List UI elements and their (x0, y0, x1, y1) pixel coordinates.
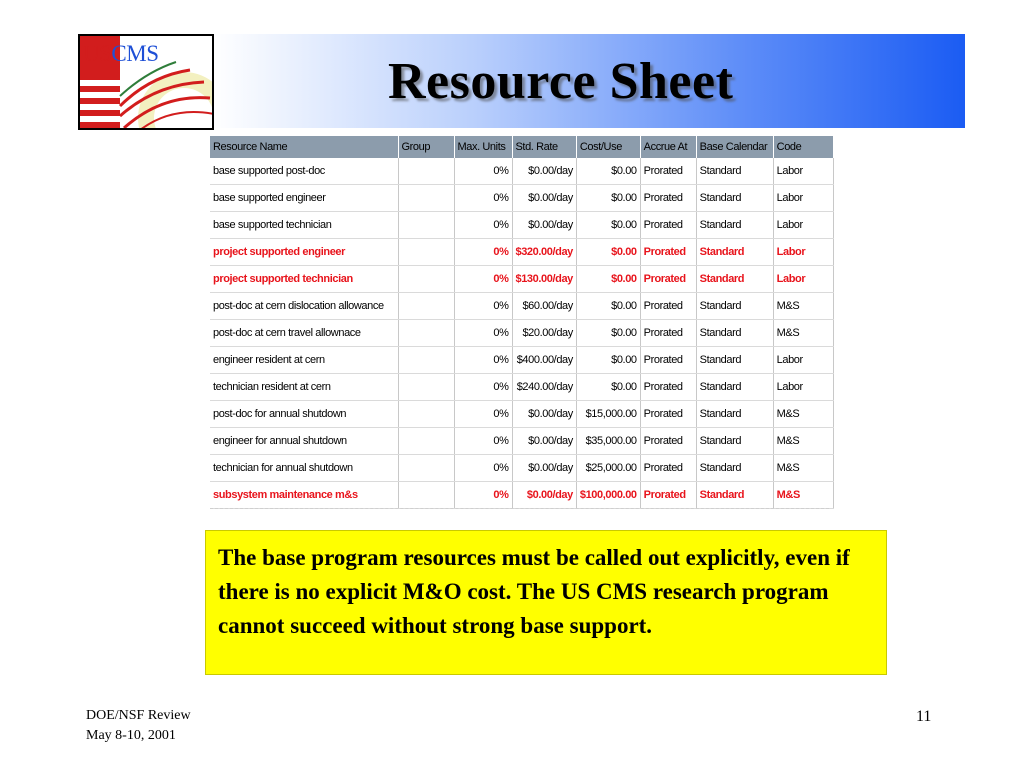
table-cell: $0.00 (576, 320, 640, 347)
column-header: Code (773, 136, 833, 158)
table-cell: $0.00/day (512, 158, 576, 185)
table-body (210, 158, 833, 509)
table-cell: base supported engineer (210, 185, 398, 212)
column-header: Cost/Use (576, 136, 640, 158)
table-cell: 0% (454, 455, 512, 482)
table-cell: Standard (696, 320, 773, 347)
table-cell: Prorated (640, 455, 696, 482)
table-cell: Prorated (640, 374, 696, 401)
table-cell (398, 401, 454, 428)
table-cell (398, 347, 454, 374)
table-cell: $320.00/day (512, 239, 576, 266)
table-cell: subsystem maintenance m&s (210, 482, 398, 509)
table-cell: $400.00/day (512, 347, 576, 374)
table-cell: Standard (696, 401, 773, 428)
table-cell: $60.00/day (512, 293, 576, 320)
table-cell: M&S (773, 401, 833, 428)
table-cell: Labor (773, 239, 833, 266)
footer-left (86, 706, 191, 746)
table-cell: $130.00/day (512, 266, 576, 293)
table-cell: Prorated (640, 266, 696, 293)
table-cell: post-doc for annual shutdown (210, 401, 398, 428)
table-cell: Prorated (640, 401, 696, 428)
table-cell: Labor (773, 374, 833, 401)
table-cell: 0% (454, 374, 512, 401)
table-cell: $0.00/day (512, 482, 576, 509)
footer-event: DOE/NSF Review (86, 708, 191, 723)
table-cell: Prorated (640, 428, 696, 455)
table-cell: $0.00/day (512, 212, 576, 239)
table-cell: Prorated (640, 158, 696, 185)
column-header: Accrue At (640, 136, 696, 158)
footer-date: May 8-10, 2001 (86, 728, 176, 743)
column-header: Max. Units (454, 136, 512, 158)
table-cell (398, 320, 454, 347)
table-cell: 0% (454, 428, 512, 455)
table-cell: $0.00/day (512, 428, 576, 455)
table-cell: Standard (696, 482, 773, 509)
table-cell: base supported technician (210, 212, 398, 239)
table-cell: Prorated (640, 347, 696, 374)
logo-wordmark (83, 41, 159, 67)
table-cell: project supported engineer (210, 239, 398, 266)
column-header: Resource Name (210, 136, 398, 158)
table-cell: technician for annual shutdown (210, 455, 398, 482)
table-cell: $15,000.00 (576, 401, 640, 428)
table-cell (398, 455, 454, 482)
us-cms-logo (78, 34, 214, 130)
table-cell: Standard (696, 158, 773, 185)
table-cell: Prorated (640, 482, 696, 509)
table-cell: M&S (773, 455, 833, 482)
table-cell: engineer resident at cern (210, 347, 398, 374)
table-row (210, 482, 833, 509)
table-cell (398, 212, 454, 239)
table-cell: $0.00 (576, 347, 640, 374)
table-cell: Standard (696, 212, 773, 239)
table-cell: 0% (454, 212, 512, 239)
table-cell: Prorated (640, 239, 696, 266)
table-cell: Standard (696, 455, 773, 482)
resource-table (210, 136, 834, 509)
table-header-row (210, 136, 833, 158)
table-cell: 0% (454, 320, 512, 347)
table-row (210, 158, 833, 185)
table-cell: 0% (454, 293, 512, 320)
table-cell: $0.00 (576, 185, 640, 212)
table-cell: Labor (773, 212, 833, 239)
table-cell: $0.00/day (512, 455, 576, 482)
page-number: 11 (916, 708, 932, 725)
table-cell: $35,000.00 (576, 428, 640, 455)
table-cell (398, 293, 454, 320)
table-row (210, 455, 833, 482)
column-header: Group (398, 136, 454, 158)
table-cell: 0% (454, 482, 512, 509)
table-cell: $25,000.00 (576, 455, 640, 482)
table-cell: Standard (696, 293, 773, 320)
table-cell: M&S (773, 320, 833, 347)
table-cell: Labor (773, 266, 833, 293)
table-row (210, 401, 833, 428)
table-cell: $0.00 (576, 374, 640, 401)
table-row (210, 185, 833, 212)
table-cell: Standard (696, 266, 773, 293)
table-row (210, 239, 833, 266)
table-cell: 0% (454, 158, 512, 185)
table-cell (398, 482, 454, 509)
slide-title: Resource Sheet (388, 53, 734, 110)
table-cell: M&S (773, 428, 833, 455)
table-cell (398, 428, 454, 455)
table-cell: 0% (454, 239, 512, 266)
table-cell: $100,000.00 (576, 482, 640, 509)
table-cell: $0.00 (576, 239, 640, 266)
table-cell: $240.00/day (512, 374, 576, 401)
table-cell: $0.00 (576, 158, 640, 185)
table-cell: 0% (454, 266, 512, 293)
table-cell: Prorated (640, 185, 696, 212)
table-row (210, 293, 833, 320)
table-row (210, 428, 833, 455)
table-cell: Standard (696, 239, 773, 266)
table-cell (398, 374, 454, 401)
table-cell: project supported technician (210, 266, 398, 293)
table-cell: Standard (696, 374, 773, 401)
table-cell: M&S (773, 482, 833, 509)
column-header: Base Calendar (696, 136, 773, 158)
table-cell: Labor (773, 158, 833, 185)
table-cell (398, 239, 454, 266)
table-cell: post-doc at cern travel allownace (210, 320, 398, 347)
table-row (210, 212, 833, 239)
table-cell: $0.00 (576, 212, 640, 239)
table-cell (398, 266, 454, 293)
table-cell: Labor (773, 347, 833, 374)
table-cell (398, 185, 454, 212)
table-cell: Labor (773, 185, 833, 212)
table-row (210, 347, 833, 374)
table-cell (398, 158, 454, 185)
table-cell: M&S (773, 293, 833, 320)
table-cell: $20.00/day (512, 320, 576, 347)
table-cell: Prorated (640, 293, 696, 320)
logo-cms-text: CMS (111, 41, 159, 66)
table-cell: Prorated (640, 320, 696, 347)
table-cell: 0% (454, 347, 512, 374)
table-cell: Prorated (640, 212, 696, 239)
table-cell: 0% (454, 401, 512, 428)
table-cell: $0.00/day (512, 401, 576, 428)
table-cell: $0.00/day (512, 185, 576, 212)
table-row (210, 266, 833, 293)
table-cell: post-doc at cern dislocation allowance (210, 293, 398, 320)
table-cell: technician resident at cern (210, 374, 398, 401)
table-cell: Standard (696, 347, 773, 374)
table-cell: $0.00 (576, 266, 640, 293)
table-bottom-edge (210, 508, 829, 513)
column-header: Std. Rate (512, 136, 576, 158)
table-cell: Standard (696, 185, 773, 212)
table-cell: base supported post-doc (210, 158, 398, 185)
logo-us-text: US (83, 41, 112, 66)
table-row (210, 374, 833, 401)
table-cell: engineer for annual shutdown (210, 428, 398, 455)
callout-box: The base program resources must be called out explicitly, even if there is no explicit M&O cost. The US CMS research program cannot succeed without strong base support. (205, 530, 887, 675)
table-cell: $0.00 (576, 293, 640, 320)
table-cell: 0% (454, 185, 512, 212)
table-cell: Standard (696, 428, 773, 455)
table-row (210, 320, 833, 347)
